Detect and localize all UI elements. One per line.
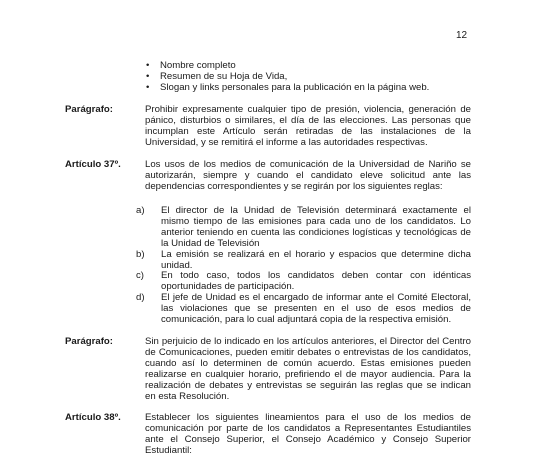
article-38-label: Artículo 38º.: [65, 412, 121, 423]
paragrafo-label: Parágrafo:: [65, 104, 113, 115]
page-number: 12: [456, 30, 468, 41]
list-item-text: El jefe de Unidad es el encargado de informar ante el Comité Electoral, las violaciones que se presenten en el uso de esos medios de comunicación, para lo cual adjuntará copia de la respectiva emisión.: [161, 292, 471, 326]
list-marker: b): [136, 248, 145, 260]
list-item: [136, 206, 471, 250]
article-37-label: Artículo 37º.: [65, 159, 121, 170]
list-marker: d): [136, 292, 145, 304]
list-marker: a): [136, 205, 145, 216]
list-marker: c): [136, 270, 144, 282]
article-37-text: Los usos de los medios de comunicación de la Universidad de Nariño se autorizarán, siempre y cuando el candidato eleve solicitud ante las dependencias correspondientes y se regirán por los siguientes reglas:: [145, 159, 471, 192]
list-item: [136, 271, 471, 293]
list-item: • Resumen de su Hoja de Vida,: [145, 72, 429, 83]
list-item-text: La emisión se realizará en el horario y espacios que determine dicha unidad.: [161, 248, 471, 271]
list-item: [136, 293, 471, 326]
article-37-rules-list: [136, 206, 471, 326]
list-item: • Slogan y links personales para la publicación en la página web.: [145, 83, 429, 94]
article-38-text: Establecer los siguientes lineamientos para el uso de los medios de comunicación por parte de los candidatos a Representantes Estudiantiles ante el Consejo Superior, el Consejo Académico y Consejo Superior Estudiantil:: [145, 412, 471, 456]
paragrafo-2-label: Parágrafo:: [65, 336, 113, 347]
candidate-info-list: [145, 61, 429, 94]
list-item-text: El director de la Unidad de Televisión determinará exactamente el mismo tiempo de las emisiones para cada uno de los candidatos. Lo anterior teniendo en cuenta las condiciones logísticas y tecnológicas de la Unidad de Televisión: [161, 205, 471, 249]
list-item: • Nombre completo: [145, 61, 429, 72]
paragrafo-2-text: Sin perjuicio de lo indicado en los artículos anteriores, el Director del Centro de Comunicaciones, pueden emitir debates o entrevistas de los candidatos, cuando así lo determinen de común acuerdo. Estas emisiones pueden realizarse en cualquier horario, prefiriendo el de mayor audiencia. Para la realización de debates y entrevistas se seguirán las reglas que se indican en esta Resolución.: [145, 336, 471, 402]
list-item: [136, 250, 471, 272]
paragrafo-text: Prohibir expresamente cualquier tipo de presión, violencia, generación de pánico, disturbios o similares, el día de las elecciones. Las personas que incumplan este Artículo serán retiradas de las instalaciones de la Universidad, y se remitirá el informe a las autoridades respectivas.: [145, 104, 471, 148]
list-item-text: En todo caso, todos los candidatos deben contar con idénticas oportunidades de participación.: [161, 270, 471, 293]
